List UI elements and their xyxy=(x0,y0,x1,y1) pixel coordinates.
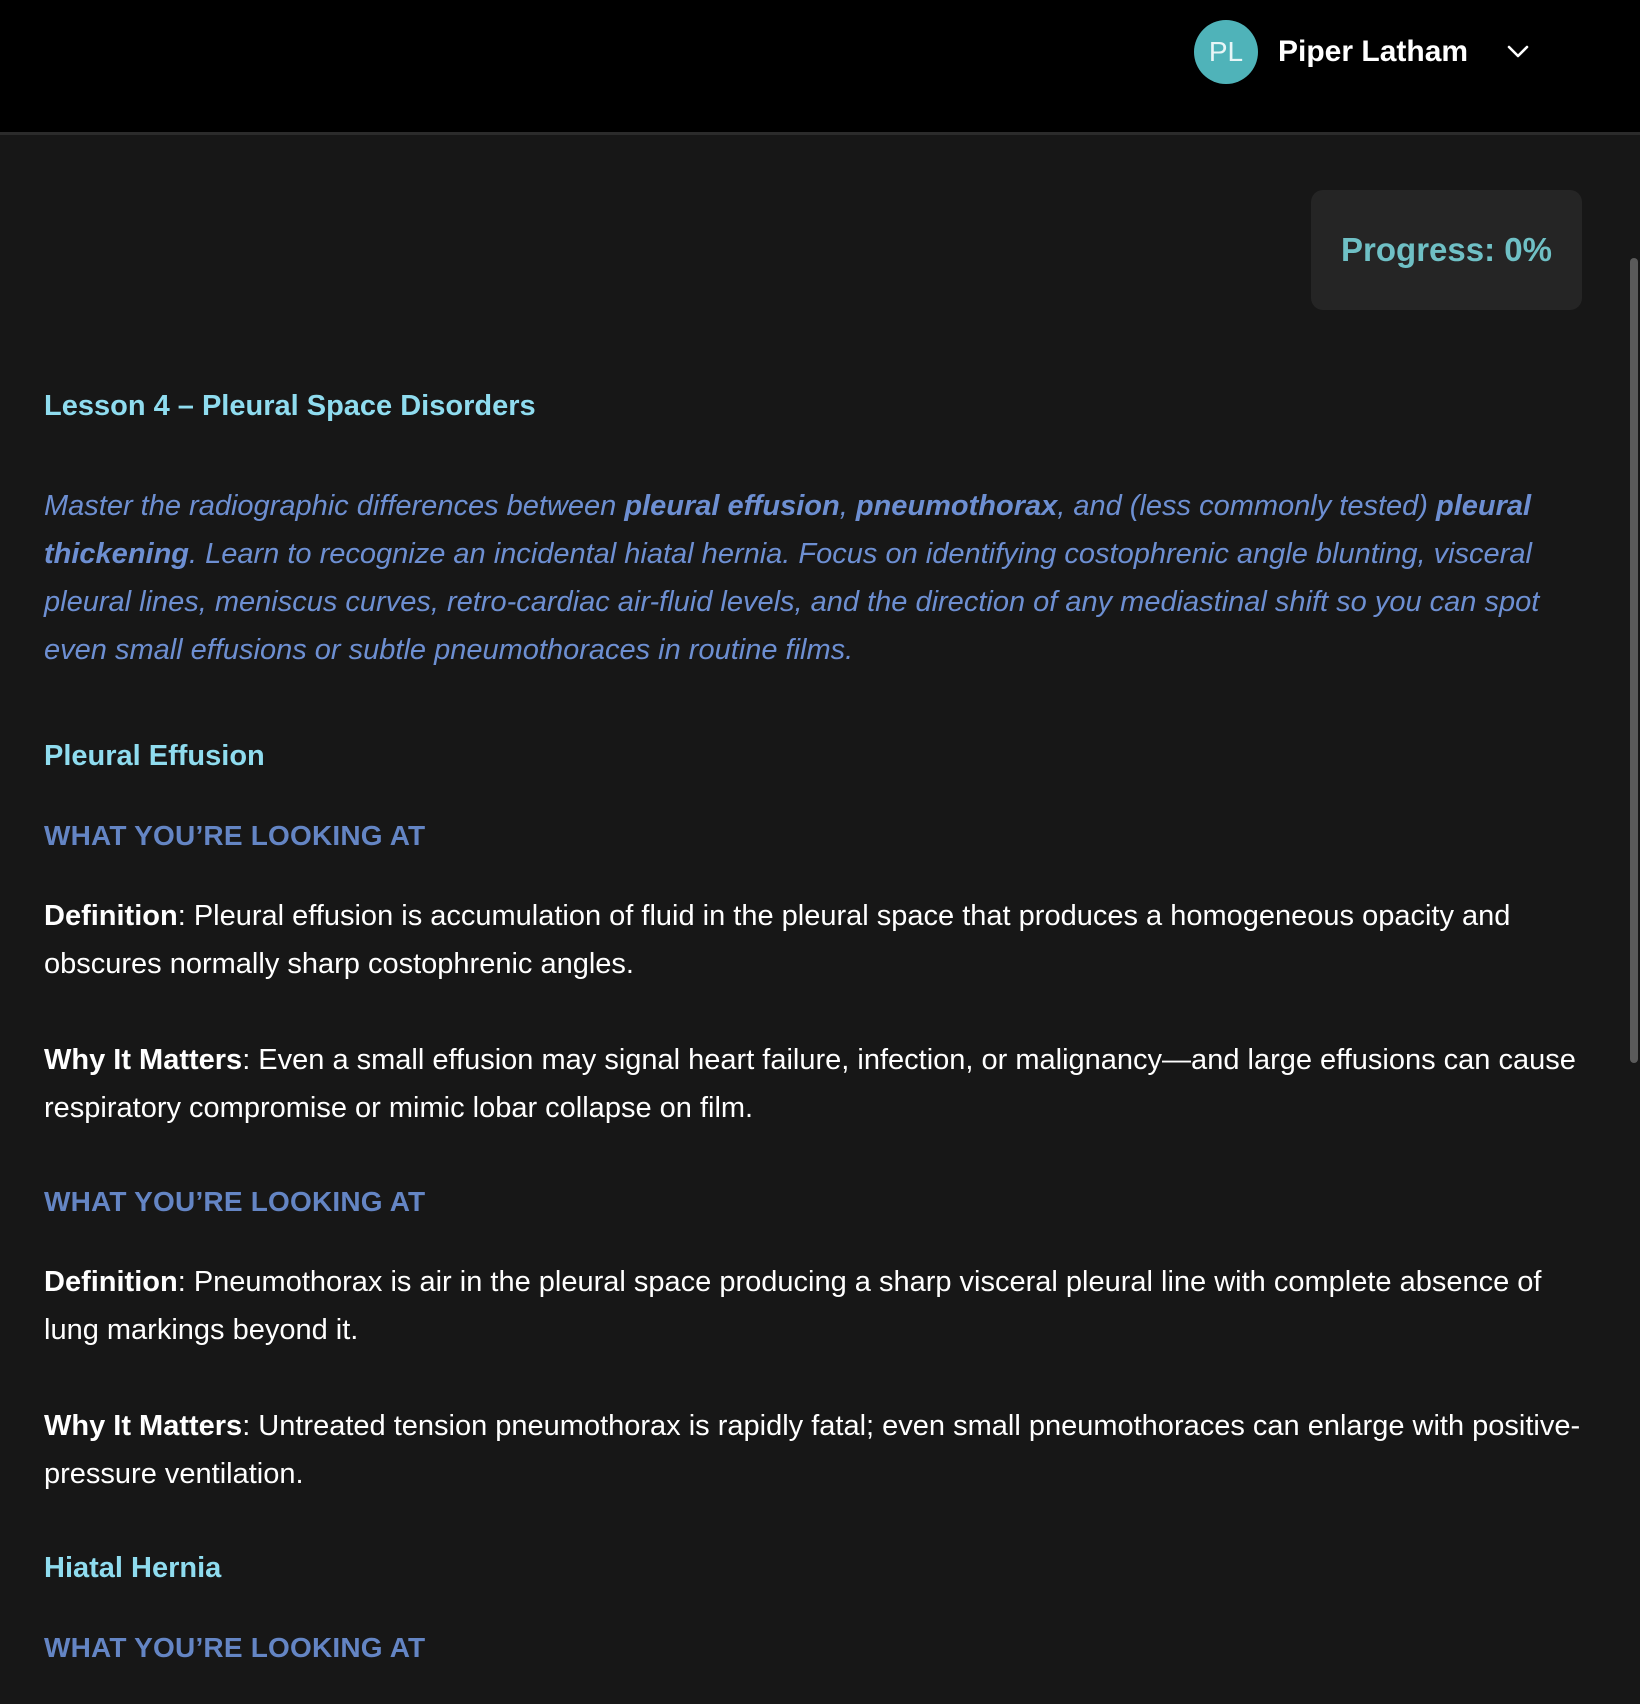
definition-label: Definition xyxy=(44,1266,178,1298)
lesson-content xyxy=(44,380,1584,1704)
definition-paragraph xyxy=(44,1258,1584,1354)
definition-text: : Pneumothorax is air in the pleural space producing a sharp visceral pleural line with complete absence of lung markings beyond it. xyxy=(44,1266,1542,1346)
lesson-intro xyxy=(44,482,1584,674)
chevron-down-icon[interactable] xyxy=(1504,38,1532,66)
section-subhead: WHAT YOU’RE LOOKING AT xyxy=(44,1632,426,1663)
user-menu[interactable] xyxy=(1194,20,1532,84)
intro-term-pneumothorax: pneumothorax xyxy=(855,490,1058,522)
scrollbar-thumb[interactable] xyxy=(1630,258,1638,1063)
definition-text: : Pleural effusion is accumulation of fluid in the pleural space that produces a homogeneous opacity and obscures normally sharp costophrenic angles. xyxy=(44,900,1511,980)
scrollbar[interactable] xyxy=(1622,138,1640,1648)
section-title-pleural-effusion: Pleural Effusion xyxy=(44,740,265,772)
progress-label: Progress: 0% xyxy=(1341,231,1552,268)
section-title-hiatal-hernia: Hiatal Hernia xyxy=(44,1552,222,1584)
section-subhead: WHAT YOU’RE LOOKING AT xyxy=(44,820,426,851)
intro-text-1: Master the radiographic differences between xyxy=(44,490,625,522)
section-subhead: WHAT YOU’RE LOOKING AT xyxy=(44,1186,426,1217)
avatar[interactable]: PL xyxy=(1194,20,1258,84)
user-name[interactable]: Piper Latham xyxy=(1278,35,1469,68)
why-it-matters-paragraph xyxy=(44,1402,1584,1498)
definition-paragraph xyxy=(44,892,1584,988)
definition-label: Definition xyxy=(44,900,178,932)
why-it-matters-paragraph xyxy=(44,1036,1584,1132)
top-navigation-bar xyxy=(0,0,1640,135)
intro-text-4: . Learn to recognize an incidental hiatal hernia. Focus on identifying costophrenic angle blunting, visceral pleural lines, meniscus curves, retro-cardiac air-fluid levels, and the direction of any mediastinal shift so you can spot even small effusions or subtle pneumothoraces in routine films. xyxy=(44,538,1540,666)
why-it-matters-label: Why It Matters xyxy=(44,1044,243,1076)
intro-term-pleural-effusion: pleural effusion xyxy=(624,490,840,522)
why-it-matters-text: : Untreated tension pneumothorax is rapidly fatal; even small pneumothoraces can enlarge with positive-pressure ventilation. xyxy=(44,1410,1581,1490)
lesson-title: Lesson 4 – Pleural Space Disorders xyxy=(44,390,536,422)
why-it-matters-label: Why It Matters xyxy=(44,1410,243,1442)
why-it-matters-text: : Even a small effusion may signal heart failure, infection, or malignancy—and large effusions can cause respiratory compromise or mimic lobar collapse on film. xyxy=(44,1044,1576,1124)
progress-indicator xyxy=(1311,190,1582,310)
intro-text-2: , xyxy=(839,490,856,522)
intro-term-pleural-thickening: pleural thickening xyxy=(44,490,1532,570)
intro-text-3: , and (less commonly tested) xyxy=(1057,490,1437,522)
